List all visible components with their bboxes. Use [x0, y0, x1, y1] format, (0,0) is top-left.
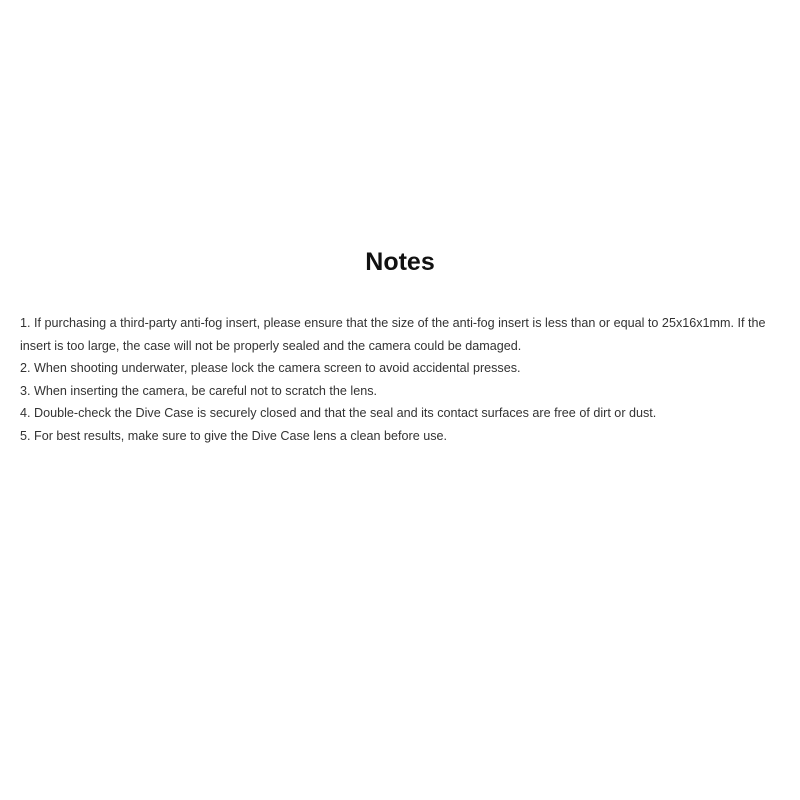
notes-list — [20, 312, 790, 448]
note-item: 5. For best results, make sure to give the Dive Case lens a clean before use. — [20, 428, 448, 443]
note-item: 3. When inserting the camera, be careful not to scratch the lens. — [20, 383, 378, 398]
note-item: 2. When shooting underwater, please lock the camera screen to avoid accidental presses. — [20, 361, 521, 376]
note-item: 1. If purchasing a third-party anti-fog insert, please ensure that the size of the anti-fog insert is less than or equal to 25x16x1mm. If the insert is too large, the case will not be properly sealed and the camera could be damaged. — [20, 316, 766, 353]
page-title: Notes — [365, 248, 435, 276]
note-item: 4. Double-check the Dive Case is securely closed and that the seal and its contact surfaces are free of dirt or dust. — [20, 406, 657, 421]
